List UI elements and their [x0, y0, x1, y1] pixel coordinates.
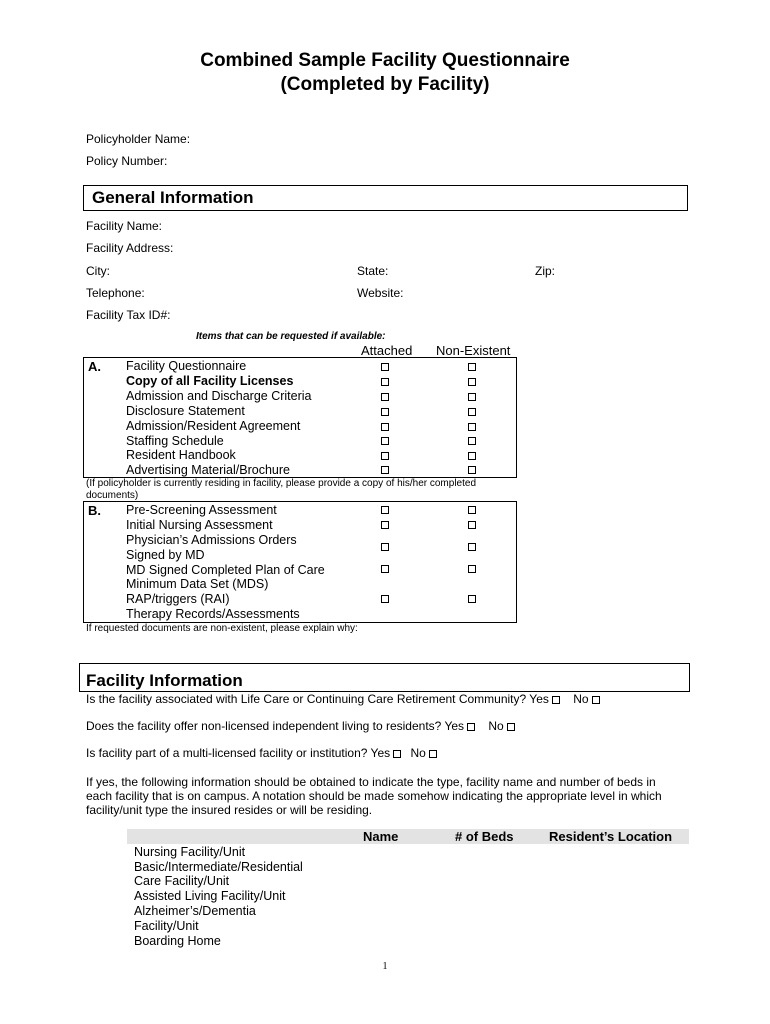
list-item: Advertising Material/Brochure — [126, 463, 290, 477]
list-item: Copy of all Facility Licenses — [126, 374, 294, 388]
nonexistent-checkbox[interactable] — [468, 521, 476, 529]
instructions-line1: If yes, the following information should be obtained to indicate the type, facility name and number of beds in — [86, 775, 656, 789]
nonexistent-checkbox[interactable] — [468, 408, 476, 416]
instructions-line3: facility/unit type the insured resides or will be residing. — [86, 803, 373, 817]
facility-type-item: Facility/Unit — [134, 919, 199, 933]
list-item: Initial Nursing Assessment — [126, 518, 273, 532]
list-item: Pre-Screening Assessment — [126, 503, 277, 517]
list-item: Minimum Data Set (MDS) — [126, 577, 269, 591]
nonexistent-checkbox[interactable] — [468, 595, 476, 603]
nonexistent-checkbox[interactable] — [468, 565, 476, 573]
facility-name-label: Facility Name: — [86, 219, 163, 233]
section-a-label: A. — [88, 359, 101, 374]
attached-checkbox[interactable] — [381, 565, 389, 573]
ccrc-no-checkbox[interactable] — [592, 696, 600, 704]
attached-checkbox[interactable] — [381, 393, 389, 401]
question-independent-living — [86, 719, 515, 733]
tax-id-label: Facility Tax ID#: — [86, 308, 171, 322]
attached-checkbox[interactable] — [381, 437, 389, 445]
page-number: 1 — [382, 961, 388, 972]
attached-checkbox[interactable] — [381, 363, 389, 371]
instructions-line2: each facility that is on campus. A notation should be made somehow indicating the appropriate level in which — [86, 789, 662, 803]
col-nonexistent: Non-Existent — [436, 343, 511, 358]
facility-info-heading: Facility Information — [86, 671, 243, 690]
nonexistent-checkbox[interactable] — [468, 393, 476, 401]
nonexistent-checkbox[interactable] — [468, 452, 476, 460]
list-item: RAP/triggers (RAI) — [126, 592, 230, 606]
page-title: Combined Sample Facility Questionnaire — [200, 50, 570, 71]
nonexistent-checkbox[interactable] — [468, 506, 476, 514]
policyholder-name-label: Policyholder Name: — [86, 132, 191, 146]
attached-checkbox[interactable] — [381, 595, 389, 603]
list-item: Facility Questionnaire — [126, 359, 247, 373]
facility-address-label: Facility Address: — [86, 241, 174, 255]
independent-yes-checkbox[interactable] — [467, 723, 475, 731]
list-item: Signed by MD — [126, 548, 205, 562]
facility-type-item: Care Facility/Unit — [134, 874, 230, 888]
nonexistent-checkbox[interactable] — [468, 466, 476, 474]
list-item: Admission and Discharge Criteria — [126, 389, 312, 403]
question-ccrc — [86, 692, 600, 706]
section-b-label: B. — [88, 503, 101, 518]
ccrc-no-label: No — [573, 692, 589, 706]
attached-checkbox[interactable] — [381, 521, 389, 529]
attached-checkbox[interactable] — [381, 378, 389, 386]
attached-checkbox[interactable] — [381, 423, 389, 431]
page-subtitle: (Completed by Facility) — [280, 74, 490, 95]
list-item: Staffing Schedule — [126, 434, 224, 448]
attached-checkbox[interactable] — [381, 466, 389, 474]
list-item: Physician’s Admissions Orders — [126, 533, 297, 547]
residing-note-cont: documents) — [86, 490, 139, 501]
zip-label: Zip: — [535, 264, 556, 278]
question-multi-licensed — [86, 746, 437, 760]
general-info-header — [83, 185, 688, 211]
website-label: Website: — [357, 286, 404, 300]
attached-checkbox[interactable] — [381, 408, 389, 416]
list-item: Disclosure Statement — [126, 404, 245, 418]
list-item: Therapy Records/Assessments — [126, 607, 300, 621]
attached-checkbox[interactable] — [381, 543, 389, 551]
telephone-label: Telephone: — [86, 286, 145, 300]
nonexistent-checkbox[interactable] — [468, 363, 476, 371]
state-label: State: — [357, 264, 389, 278]
facility-type-item: Alzheimer’s/Dementia — [134, 904, 256, 918]
explain-label: If requested documents are non-existent, please explain why: — [86, 623, 358, 634]
nonexistent-checkbox[interactable] — [468, 543, 476, 551]
facility-type-item: Basic/Intermediate/Residential — [134, 860, 303, 874]
list-item: Resident Handbook — [126, 448, 236, 462]
policy-number-label: Policy Number: — [86, 154, 168, 168]
facility-type-item: Assisted Living Facility/Unit — [134, 889, 286, 903]
question-multi-licensed-text: Is facility part of a multi-licensed facility or institution? Yes — [86, 746, 391, 760]
items-caption: Items that can be requested if available: — [196, 331, 386, 342]
col-beds: # of Beds — [455, 829, 514, 844]
question-independent-living-text: Does the facility offer non-licensed independent living to residents? Yes — [86, 719, 465, 733]
nonexistent-checkbox[interactable] — [468, 423, 476, 431]
list-item: MD Signed Completed Plan of Care — [126, 563, 325, 577]
facility-type-item: Boarding Home — [134, 934, 221, 948]
col-attached: Attached — [361, 343, 413, 358]
multi-no-checkbox[interactable] — [429, 750, 437, 758]
col-name: Name — [363, 829, 399, 844]
ccrc-yes-checkbox[interactable] — [552, 696, 560, 704]
question-ccrc-text: Is the facility associated with Life Care or Continuing Care Retirement Community? Yes — [86, 692, 549, 706]
nonexistent-checkbox[interactable] — [468, 378, 476, 386]
multi-no-label: No — [410, 746, 426, 760]
attached-checkbox[interactable] — [381, 452, 389, 460]
independent-no-label: No — [488, 719, 504, 733]
list-item: Admission/Resident Agreement — [126, 419, 301, 433]
nonexistent-checkbox[interactable] — [468, 437, 476, 445]
facility-type-item: Nursing Facility/Unit — [134, 845, 246, 859]
city-label: City: — [86, 264, 110, 278]
independent-no-checkbox[interactable] — [507, 723, 515, 731]
col-location: Resident’s Location — [549, 829, 673, 844]
multi-yes-checkbox[interactable] — [393, 750, 401, 758]
attached-checkbox[interactable] — [381, 506, 389, 514]
facility-info-header — [79, 663, 690, 692]
residing-note: (If policyholder is currently residing in facility, please provide a copy of his/her completed — [86, 478, 476, 489]
general-info-heading: General Information — [92, 188, 254, 207]
